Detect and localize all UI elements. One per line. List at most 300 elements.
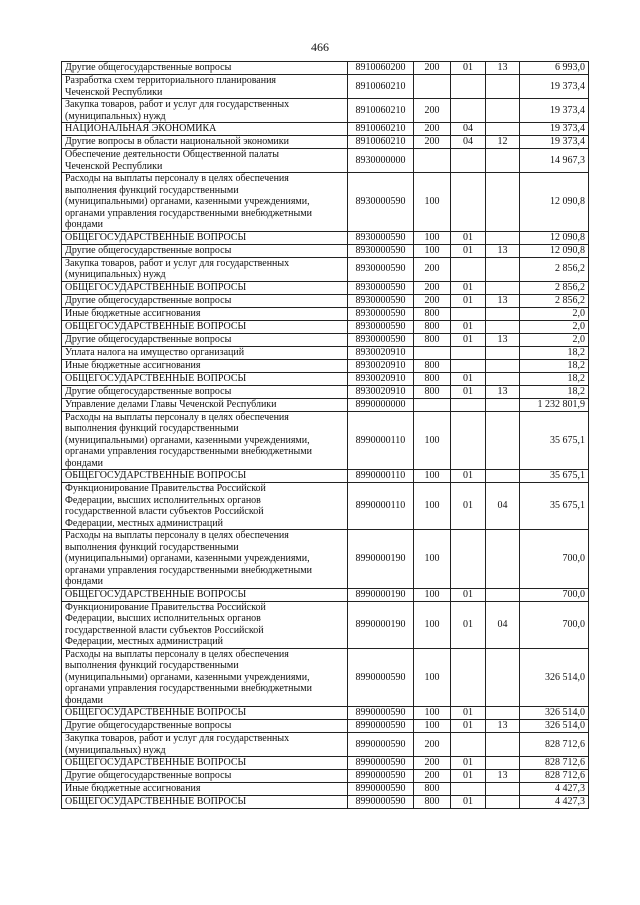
vr-cell: 100 [414,707,451,720]
rz-cell: 01 [451,470,486,483]
table-row [62,411,589,470]
table-row [62,770,589,783]
row-name-line: Закупка товаров, работ и услуг для государственных [65,733,290,744]
row-name-line: ОБЩЕГОСУДАРСТВЕННЫЕ ВОПРОСЫ [65,372,247,384]
vr-cell: 200 [414,281,451,294]
pr-cell [486,733,520,757]
csr-cell: 8910060210 [348,123,414,136]
vr-cell [414,398,451,411]
vr-cell: 800 [414,320,451,333]
amount-cell: 4 427,3 [520,796,589,809]
csr-cell: 8990000190 [348,588,414,601]
row-name-line: Другие общегосударственные вопросы [65,770,232,782]
pr-cell: 13 [486,294,520,307]
row-name-line: государственной власти субъектов Российской [65,624,264,636]
vr-cell: 100 [414,231,451,244]
vr-cell: 100 [414,173,451,232]
row-name-cell [62,231,348,244]
csr-cell: 8990000590 [348,757,414,770]
amount-cell: 326 514,0 [520,707,589,720]
vr-cell: 100 [414,601,451,648]
row-name-cell [62,770,348,783]
csr-cell: 8990000590 [348,796,414,809]
csr-cell: 8930000590 [348,320,414,333]
row-name-line: Закупка товаров, работ и услуг для государственных [65,257,290,269]
table-row [62,783,589,796]
row-name-line: Расходы на выплаты персоналу в целях обеспечения [65,530,289,541]
amount-cell: 19 373,4 [520,99,589,123]
rz-cell: 01 [451,231,486,244]
amount-cell: 2 856,2 [520,281,589,294]
amount-cell: 18,2 [520,359,589,372]
row-name-line: ОБЩЕГОСУДАРСТВЕННЫЕ ВОПРОСЫ [65,281,247,293]
table-row [62,733,589,757]
csr-cell: 8990000110 [348,470,414,483]
row-name-line: фондами [65,576,104,587]
row-name-cell [62,359,348,372]
page-number: 466 [311,40,329,54]
pr-cell: 12 [486,136,520,149]
row-name-cell [62,720,348,733]
row-name-cell [62,648,348,707]
table-row [62,372,589,385]
pr-cell [486,530,520,589]
table-row [62,720,589,733]
pr-cell [486,359,520,372]
vr-cell: 800 [414,783,451,796]
row-name-line: Разработка схем территориального планирования [65,75,277,86]
row-name-line: Федерации, местных администраций [65,636,223,647]
row-name-line: Другие общегосударственные вопросы [65,385,232,397]
row-name-line: Иные бюджетные ассигнования [65,307,201,319]
csr-cell: 8990000110 [348,411,414,470]
csr-cell: 8990000590 [348,733,414,757]
row-name-line: органами управления государственными внебюджетными [65,446,312,457]
rz-cell: 01 [451,707,486,720]
csr-cell: 8990000590 [348,720,414,733]
amount-cell: 12 090,8 [520,173,589,232]
table-row [62,244,589,257]
vr-cell: 100 [414,470,451,483]
row-name-line: Другие общегосударственные вопросы [65,244,232,256]
vr-cell: 200 [414,257,451,281]
csr-cell: 8990000190 [348,601,414,648]
row-name-line: Другие общегосударственные вопросы [65,720,232,732]
rz-cell [451,75,486,99]
vr-cell: 800 [414,796,451,809]
pr-cell: 13 [486,333,520,346]
amount-cell: 2,0 [520,307,589,320]
row-name-line: Чеченской Республики [65,160,163,172]
table-row [62,757,589,770]
row-name-cell [62,149,348,173]
row-name-cell [62,294,348,307]
row-name-line: Другие вопросы в области национальной экономики [65,136,289,148]
vr-cell: 100 [414,588,451,601]
row-name-line: органами управления государственными внебюджетными [65,564,312,576]
vr-cell: 100 [414,411,451,470]
row-name-cell [62,372,348,385]
vr-cell: 200 [414,136,451,149]
table-row [62,470,589,483]
csr-cell: 8990000190 [348,530,414,589]
table-row [62,281,589,294]
row-name-cell [62,530,348,589]
table-row [62,320,589,333]
row-name-line: Обеспечение деятельности Общественной палаты [65,149,279,160]
table-row [62,123,589,136]
rz-cell: 01 [451,770,486,783]
row-name-cell [62,307,348,320]
table-row [62,307,589,320]
row-name-cell [62,385,348,398]
csr-cell: 8930020910 [348,372,414,385]
rz-cell [451,398,486,411]
row-name-line: фондами [65,219,104,230]
rz-cell: 01 [451,372,486,385]
rz-cell [451,530,486,589]
row-name-line: Расходы на выплаты персоналу в целях обеспечения [65,648,289,660]
row-name-line: Функционирование Правительства Российской [65,601,266,613]
table-row [62,648,589,707]
row-name-cell [62,75,348,99]
pr-cell [486,796,520,809]
vr-cell: 800 [414,333,451,346]
row-name-line: Уплата налога на имущество организаций [65,346,245,358]
pr-cell [486,372,520,385]
row-name-line: выполнения функций государственными [65,184,239,196]
row-name-line: органами управления государственными внебюджетными [65,207,312,219]
row-name-line: (муниципальными) органами, казенными учреждениями, [65,553,310,564]
amount-cell: 700,0 [520,588,589,601]
csr-cell: 8990000590 [348,648,414,707]
row-name-cell [62,707,348,720]
pr-cell: 13 [486,62,520,75]
pr-cell [486,757,520,770]
row-name-cell [62,62,348,75]
amount-cell: 828 712,6 [520,733,589,757]
row-name-line: выполнения функций государственными [65,660,239,671]
vr-cell: 200 [414,770,451,783]
csr-cell: 8930000590 [348,294,414,307]
row-name-cell [62,470,348,483]
amount-cell: 1 232 801,9 [520,398,589,411]
rz-cell [451,307,486,320]
row-name-line: ОБЩЕГОСУДАРСТВЕННЫЕ ВОПРОСЫ [65,231,247,243]
row-name-line: ОБЩЕГОСУДАРСТВЕННЫЕ ВОПРОСЫ [65,588,247,600]
csr-cell: 8930020910 [348,385,414,398]
table-row [62,385,589,398]
table-row [62,398,589,411]
csr-cell: 8910060210 [348,136,414,149]
row-name-line: выполнения функций государственными [65,541,239,553]
row-name-cell [62,123,348,136]
rz-cell: 01 [451,601,486,648]
vr-cell: 800 [414,307,451,320]
amount-cell: 35 675,1 [520,470,589,483]
rz-cell: 01 [451,796,486,809]
row-name-line: государственной власти субъектов Российской [65,506,264,517]
amount-cell: 35 675,1 [520,411,589,470]
row-name-line: (муниципальными) органами, казенными учреждениями, [65,196,310,207]
row-name-line: (муниципальными) органами, казенными учреждениями, [65,671,310,683]
csr-cell: 8930020910 [348,359,414,372]
pr-cell [486,231,520,244]
csr-cell: 8930000590 [348,244,414,257]
rz-cell: 01 [451,320,486,333]
csr-cell: 8930000590 [348,257,414,281]
csr-cell: 8930000590 [348,231,414,244]
csr-cell: 8910060210 [348,75,414,99]
vr-cell [414,346,451,359]
vr-cell: 200 [414,99,451,123]
table-row [62,530,589,589]
row-name-line: (муниципальными) органами, казенными учреждениями, [65,434,310,446]
amount-cell: 700,0 [520,530,589,589]
row-name-cell [62,281,348,294]
table-row [62,796,589,809]
table-row [62,136,589,149]
pr-cell [486,783,520,796]
amount-cell: 6 993,0 [520,62,589,75]
row-name-cell [62,99,348,123]
amount-cell: 35 675,1 [520,483,589,530]
table-row [62,257,589,281]
row-name-line: (муниципальных) нужд [65,269,166,280]
rz-cell [451,648,486,707]
rz-cell: 01 [451,588,486,601]
pr-cell [486,398,520,411]
vr-cell: 200 [414,62,451,75]
row-name-line: Федерации, местных администраций [65,517,223,529]
vr-cell: 200 [414,123,451,136]
pr-cell: 04 [486,601,520,648]
rz-cell: 01 [451,62,486,75]
row-name-cell [62,136,348,149]
table-row [62,333,589,346]
table-row [62,75,589,99]
table-row [62,601,589,648]
row-name-line: ОБЩЕГОСУДАРСТВЕННЫЕ ВОПРОСЫ [65,470,247,482]
pr-cell: 13 [486,770,520,783]
vr-cell: 100 [414,244,451,257]
table-row [62,346,589,359]
amount-cell: 18,2 [520,372,589,385]
rz-cell: 01 [451,333,486,346]
vr-cell: 800 [414,372,451,385]
rz-cell: 01 [451,483,486,530]
rz-cell: 04 [451,123,486,136]
pr-cell: 13 [486,244,520,257]
row-name-cell [62,483,348,530]
table-row [62,231,589,244]
row-name-line: фондами [65,457,104,469]
row-name-cell [62,398,348,411]
row-name-line: Федерации, высших исполнительных органов [65,613,261,624]
pr-cell [486,320,520,333]
row-name-line: Иные бюджетные ассигнования [65,359,201,371]
pr-cell: 13 [486,720,520,733]
row-name-cell [62,346,348,359]
pr-cell [486,707,520,720]
row-name-line: ОБЩЕГОСУДАРСТВЕННЫЕ ВОПРОСЫ [65,320,247,332]
row-name-cell [62,333,348,346]
amount-cell: 18,2 [520,385,589,398]
table-row [62,62,589,75]
amount-cell: 2 856,2 [520,257,589,281]
budget-table-body [62,62,589,809]
amount-cell: 326 514,0 [520,648,589,707]
rz-cell: 01 [451,281,486,294]
rz-cell: 01 [451,244,486,257]
pr-cell [486,470,520,483]
csr-cell: 8990000590 [348,707,414,720]
pr-cell [486,173,520,232]
vr-cell: 100 [414,530,451,589]
row-name-cell [62,411,348,470]
amount-cell: 4 427,3 [520,783,589,796]
row-name-line: НАЦИОНАЛЬНАЯ ЭКОНОМИКА [65,123,217,135]
row-name-line: Федерации, высших исполнительных органов [65,494,261,506]
row-name-cell [62,796,348,809]
rz-cell [451,346,486,359]
csr-cell: 8990000000 [348,398,414,411]
rz-cell [451,173,486,232]
amount-cell: 14 967,3 [520,149,589,173]
table-row [62,707,589,720]
pr-cell [486,99,520,123]
row-name-cell [62,588,348,601]
row-name-line: выполнения функций государственными [65,423,239,434]
rz-cell: 01 [451,385,486,398]
vr-cell: 100 [414,720,451,733]
amount-cell: 12 090,8 [520,231,589,244]
row-name-line: Другие общегосударственные вопросы [65,294,232,306]
amount-cell: 19 373,4 [520,136,589,149]
table-row [62,483,589,530]
vr-cell: 100 [414,483,451,530]
amount-cell: 828 712,6 [520,770,589,783]
rz-cell [451,257,486,281]
budget-table [61,61,589,809]
pr-cell [486,257,520,281]
pr-cell: 13 [486,385,520,398]
csr-cell: 8930000000 [348,149,414,173]
csr-cell: 8930000590 [348,173,414,232]
amount-cell: 2,0 [520,320,589,333]
table-row [62,99,589,123]
row-name-cell [62,733,348,757]
row-name-line: Расходы на выплаты персоналу в целях обеспечения [65,411,289,423]
csr-cell: 8930000590 [348,333,414,346]
vr-cell: 800 [414,385,451,398]
vr-cell: 200 [414,294,451,307]
rz-cell [451,783,486,796]
row-name-line: Управление делами Главы Чеченской Республики [65,398,277,410]
row-name-cell [62,173,348,232]
row-name-line: (муниципальных) нужд [65,110,166,122]
csr-cell: 8990000590 [348,783,414,796]
rz-cell: 01 [451,294,486,307]
row-name-line: Чеченской Республики [65,86,163,98]
rz-cell: 01 [451,757,486,770]
pr-cell [486,588,520,601]
row-name-cell [62,757,348,770]
pr-cell [486,648,520,707]
table-row [62,173,589,232]
vr-cell: 100 [414,648,451,707]
row-name-cell [62,244,348,257]
amount-cell: 12 090,8 [520,244,589,257]
row-name-line: ОБЩЕГОСУДАРСТВЕННЫЕ ВОПРОСЫ [65,796,247,808]
row-name-line: ОБЩЕГОСУДАРСТВЕННЫЕ ВОПРОСЫ [65,707,247,719]
row-name-line: Другие общегосударственные вопросы [65,333,232,345]
row-name-line: ОБЩЕГОСУДАРСТВЕННЫЕ ВОПРОСЫ [65,757,247,769]
vr-cell [414,149,451,173]
pr-cell [486,149,520,173]
rz-cell [451,359,486,372]
pr-cell [486,75,520,99]
amount-cell: 2,0 [520,333,589,346]
row-name-line: органами управления государственными внебюджетными [65,683,312,694]
pr-cell: 04 [486,483,520,530]
table-row [62,359,589,372]
pr-cell [486,346,520,359]
amount-cell: 700,0 [520,601,589,648]
pr-cell [486,411,520,470]
csr-cell: 8910060210 [348,99,414,123]
amount-cell: 326 514,0 [520,720,589,733]
vr-cell [414,75,451,99]
amount-cell: 828 712,6 [520,757,589,770]
row-name-line: (муниципальных) нужд [65,744,166,756]
pr-cell [486,281,520,294]
csr-cell: 8990000110 [348,483,414,530]
amount-cell: 19 373,4 [520,123,589,136]
rz-cell [451,99,486,123]
row-name-line: Иные бюджетные ассигнования [65,783,201,795]
pr-cell [486,307,520,320]
row-name-line: фондами [65,694,104,706]
csr-cell: 8910060200 [348,62,414,75]
row-name-cell [62,783,348,796]
pr-cell [486,123,520,136]
table-row [62,294,589,307]
rz-cell [451,149,486,173]
row-name-line: Закупка товаров, работ и услуг для государственных [65,99,290,110]
amount-cell: 19 373,4 [520,75,589,99]
row-name-cell [62,601,348,648]
rz-cell: 04 [451,136,486,149]
csr-cell: 8930000590 [348,307,414,320]
row-name-line: Другие общегосударственные вопросы [65,62,232,74]
rz-cell: 01 [451,720,486,733]
row-name-line: Расходы на выплаты персоналу в целях обеспечения [65,173,289,184]
vr-cell: 200 [414,733,451,757]
csr-cell: 8930020910 [348,346,414,359]
vr-cell: 200 [414,757,451,770]
rz-cell [451,411,486,470]
table-row [62,588,589,601]
rz-cell [451,733,486,757]
amount-cell: 18,2 [520,346,589,359]
csr-cell: 8930000590 [348,281,414,294]
row-name-cell [62,257,348,281]
csr-cell: 8990000590 [348,770,414,783]
table-row [62,149,589,173]
amount-cell: 2 856,2 [520,294,589,307]
vr-cell: 800 [414,359,451,372]
